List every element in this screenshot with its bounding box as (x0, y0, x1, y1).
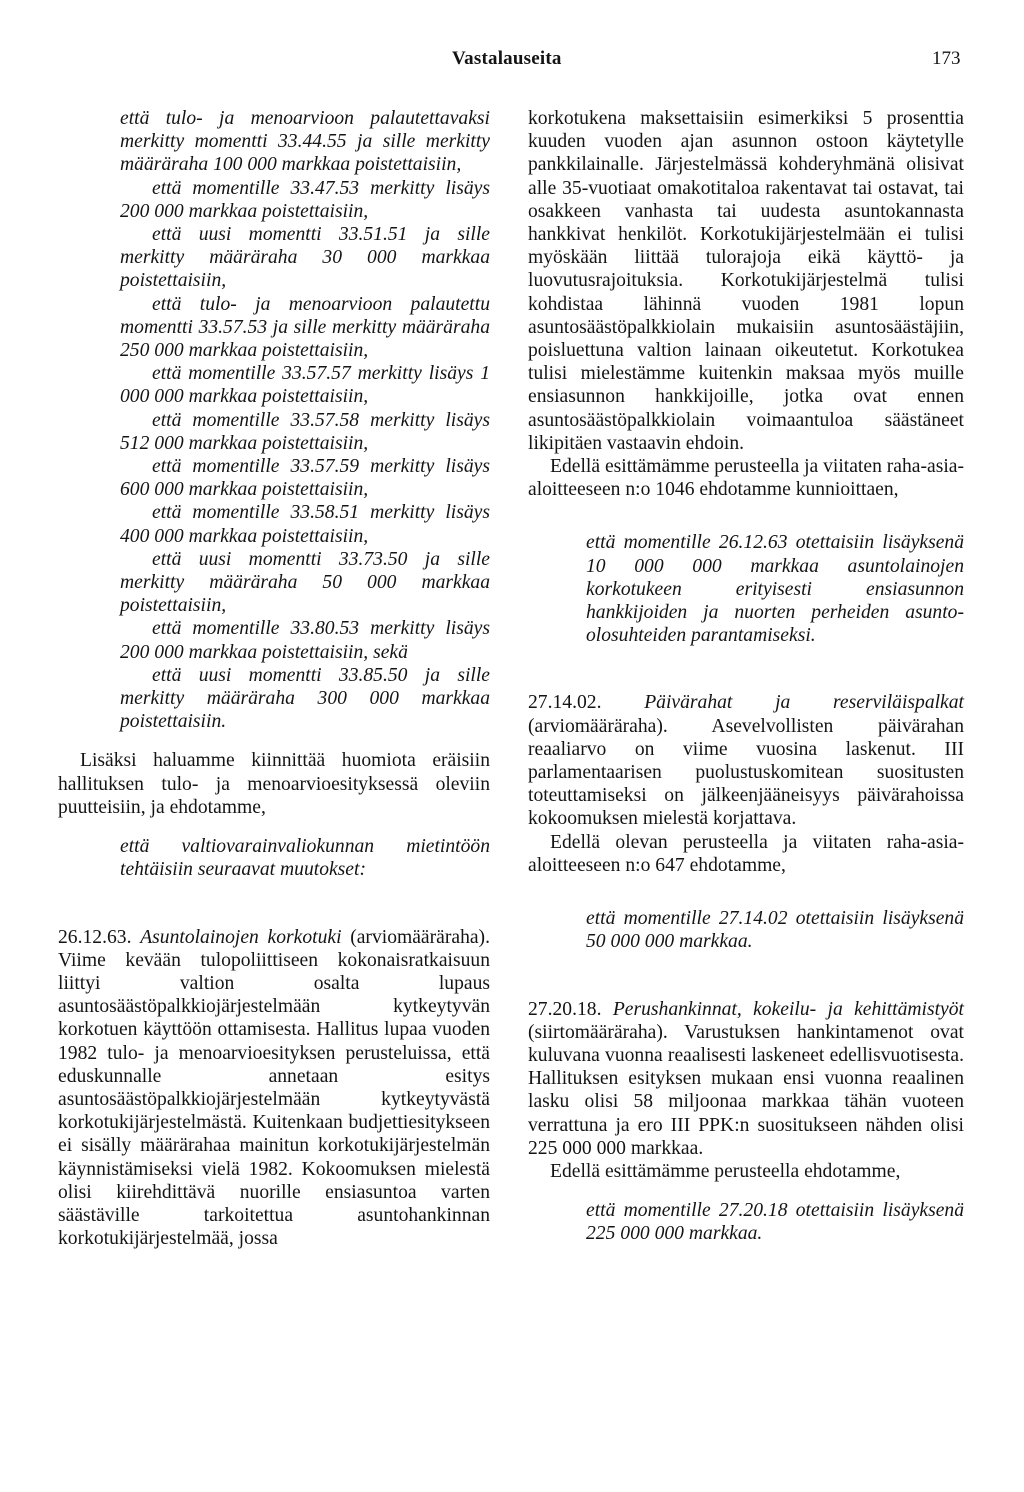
section-title: Asuntolainojen korkotuki (140, 926, 342, 948)
section-paragraph (528, 998, 964, 1160)
section-title: Päivärahat ja reserviläispalkat (644, 692, 964, 714)
section-paragraph (58, 926, 490, 1251)
section-text: (siirtomääräraha). Varustuksen hankintamenot ovat kuluvana vuonna reaalisesti laskeneet edellisvuotisesta. Hallituksen esityksen mukaan ensi vuonna reaalinen lasku olisi 58 miljoonaa markkaa tähän vuoteen verrattuna ja ero III PPK:n suositukseen nähden olisi 225 000 000 markkaa. (528, 1021, 964, 1159)
left-column (58, 107, 490, 1250)
motion-item: että momentille 27.14.02 otettaisiin lisäyksenä 50 000 000 markkaa. (586, 908, 964, 953)
body-paragraph: Edellä esittämämme perusteella ehdotamme, (550, 1160, 901, 1182)
motion-item: että momentille 27.20.18 otettaisiin lisäyksenä 225 000 000 markkaa. (586, 1200, 964, 1245)
section-text: (arviomääräraha). Asevelvollisten päivärahan reaaliarvo on viime vuosina laskenut. III parlamentaarisen puolustuskomitean suositusten toteuttamiseksi on jälkeenjääneisyys päivärahoissa kokoomuksen mielestä korjattava. (528, 715, 964, 830)
motion-item: että momentille 33.47.53 merkitty lisäys 200 000 markkaa poistettaisiin, (120, 177, 490, 222)
motion-block (586, 531, 964, 647)
section-paragraph (528, 691, 964, 830)
motion-list (120, 107, 490, 733)
motion-item: että valtiovarainvaliokunnan mietintöön tehtäisiin seuraavat muutokset: (120, 836, 490, 881)
motion-item: että momentille 26.12.63 otettaisiin lisäyksenä 10 000 000 markkaa asuntolainojen korkotukeen erityisesti ensiasunnon hankkijoiden ja nuorten perheiden asunto-olosuhteiden parantamiseksi. (586, 532, 964, 647)
motion-item: että momentille 33.58.51 merkitty lisäys 400 000 markkaa poistettaisiin, (120, 502, 490, 547)
motion-item: että uusi momentti 33.85.50 ja sille merkitty määräraha 300 000 markkaa poistettaisiin. (120, 664, 490, 733)
right-column (528, 107, 964, 1246)
page-title: Vastalauseita (452, 48, 562, 69)
section-number: 27.14.02. (528, 692, 602, 714)
page-number: 173 (932, 48, 961, 69)
motion-item: että momentille 33.57.57 merkitty lisäys 1 000 000 markkaa poistettaisiin, (120, 363, 490, 408)
motion-item: että tulo- ja menoarvioon palautettu momentti 33.57.53 ja sille merkitty määräraha 250 000 markkaa poistettaisiin, (120, 293, 490, 362)
body-paragraph: Edellä olevan perusteella ja viitaten raha-asia-aloitteeseen n:o 647 ehdotamme, (528, 831, 964, 876)
section-number: 27.20.18. (528, 998, 602, 1020)
section-text: (arviomääräraha). Viime kevään tulopoliittiseen kokonaisratkaisuun liittyi valtion osalta lupaus asuntosäästöpalkkiojärjestelmään kytkeytyvän korkotuen käyttöön ottamisesta. Hallitus lupaa vuoden 1982 tulo- ja menoarvioesityksen perusteluissa, että eduskunnalle annetaan esitys asuntosäästöpalkkiojärjestelmään kytkeytyvästä korkotukijärjestelmästä. Kuitenkaan budjettiesitykseen ei sisälly määrärahaa mainitun korkotukijärjestelmän käynnistämiseksi vielä 1982. Kokoomuksen mielestä olisi kiirehdittävä nuorille ensiasuntoa varten säästäville tarkoitettua asuntohankinnan korkotukijärjestelmää, jossa (58, 926, 490, 1250)
motion-block (586, 907, 964, 953)
section-title: Perushankinnat, kokeilu- ja kehittämistyöt (612, 998, 964, 1020)
motion-item: että momentille 33.57.59 merkitty lisäys 600 000 markkaa poistettaisiin, (120, 456, 490, 501)
motion-item: että momentille 33.80.53 merkitty lisäys 200 000 markkaa poistettaisiin, sekä (120, 618, 490, 663)
motion-item: että momentille 33.57.58 merkitty lisäys 512 000 markkaa poistettaisiin, (120, 409, 490, 454)
body-paragraph: Lisäksi haluamme kiinnittää huomiota eräisiin hallituksen tulo- ja menoarvioesityksessä oleviin puutteisiin, ja ehdotamme, (58, 750, 490, 818)
motion-item: että tulo- ja menoarvioon palautettavaksi merkitty momentti 33.44.55 ja sille merkitty määräraha 100 000 markkaa poistettaisiin, (120, 108, 490, 176)
motion-item: että uusi momentti 33.73.50 ja sille merkitty määräraha 50 000 markkaa poistettaisiin, (120, 548, 490, 617)
motion-block (586, 1199, 964, 1245)
body-paragraph: korkotukena maksettaisiin esimerkiksi 5 prosenttia kuuden vuoden ajan asunnon ostoon käytetylle pankkilainalle. Järjestelmässä kohderyhmänä olisivat alle 35-vuotiaat omakotitaloa rakentavat tai ostavat, tai osakkeen vanhasta tai uudesta asuntokannasta hankkivat henkilöt. Korkotukijärjestelmään ei tulisi myöskään liittää tulorajoja eikä käyttö- ja luovutusrajoituksia. Korkotukijärjestelmä tulisi kohdistaa lähinnä vuoden 1981 lopun asuntosäästöpalkkiolain mukaisiin asuntosäästäjiin, poisluettuna valtion lainaan oikeutetut. Korkotukea tulisi mielestämme kuitenkin maksaa myös muille ensiasunnon hankkijoille, jotka ovat ennen asuntosäästöpalkkiolain voimaantuloa säästäneet likipitäen vastaavin ehdoin. (528, 108, 964, 454)
section-number: 26.12.63. (58, 926, 132, 948)
motion-item: että uusi momentti 33.51.51 ja sille merkitty määräraha 30 000 markkaa poistettaisiin, (120, 224, 490, 292)
body-paragraph: Edellä esittämämme perusteella ja viitaten raha-asia-aloitteeseen n:o 1046 ehdotamme kunnioittaen, (528, 456, 964, 501)
page-header (0, 48, 1024, 78)
motion-block (120, 835, 490, 881)
